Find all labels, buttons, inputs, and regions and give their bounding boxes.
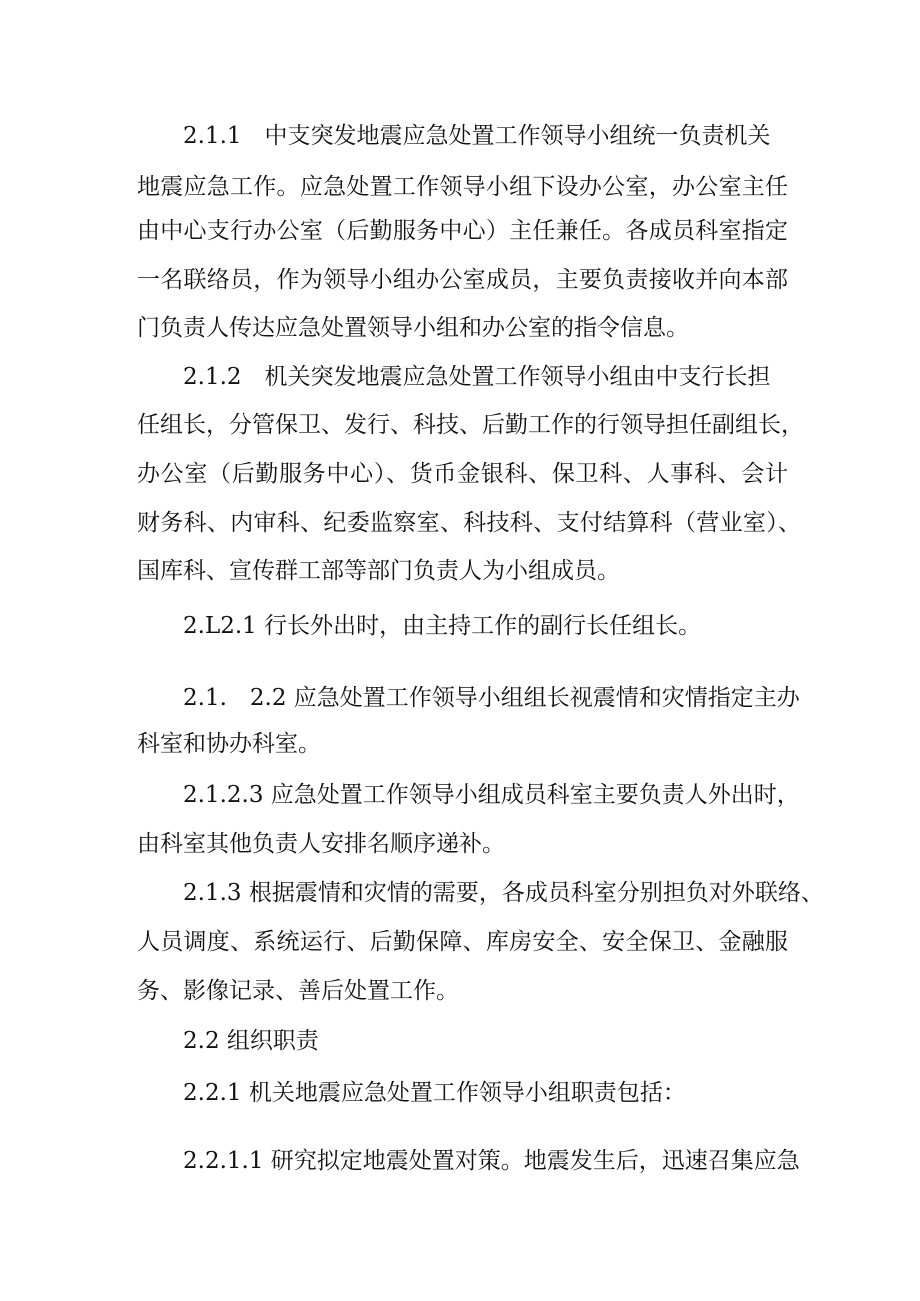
section-heading: 2.2 组织职责 bbox=[183, 1028, 319, 1054]
text-line: 由中心支行办公室（后勤服务中心）主任兼任。各成员科室指定 bbox=[137, 218, 788, 244]
text-line: 2.1.2.3 应急处置工作领导小组成员科室主要负责人外出时， bbox=[183, 782, 800, 808]
text-line: 人员调度、系统运行、后勤保障、库房安全、安全保卫、金融服 bbox=[137, 929, 788, 955]
text-line: 2.1.1 中支突发地震应急处置工作领导小组统一负责机关 bbox=[183, 123, 771, 149]
text-line: 务、影像记录、善后处置工作。 bbox=[137, 978, 459, 1004]
text-line: 2.1.3 根据震情和灾情的需要，各成员科室分别担负对外联络、 bbox=[183, 880, 824, 906]
text-line: 2.L2.1 行长外出时，由主持工作的副行长任组长。 bbox=[183, 613, 702, 639]
text-line: 一名联络员，作为领导小组办公室成员，主要负责接收并向本部 bbox=[137, 267, 788, 293]
text-line: 任组长，分管保卫、发行、科技、后勤工作的行领导担任副组长， bbox=[137, 412, 804, 438]
text-line: 2.1. 2.2 应急处置工作领导小组组长视震情和灾情指定主办 bbox=[183, 685, 800, 711]
text-line: 由科室其他负责人安排名顺序递补。 bbox=[137, 831, 505, 857]
text-line: 科室和协办科室。 bbox=[137, 731, 321, 757]
text-line: 办公室（后勤服务中心）、货币金银科、保卫科、人事科、会计 bbox=[137, 461, 788, 487]
text-line: 2.2.1 机关地震应急处置工作领导小组职责包括： bbox=[183, 1080, 686, 1106]
text-line: 国库科、宣传群工部等部门负责人为小组成员。 bbox=[137, 558, 620, 584]
text-line: 门负责人传达应急处置领导小组和办公室的指令信息。 bbox=[137, 315, 689, 341]
text-line: 2.2.1.1 研究拟定地震处置对策。地震发生后，迅速召集应急 bbox=[183, 1148, 800, 1174]
text-line: 地震应急工作。应急处置工作领导小组下设办公室，办公室主任 bbox=[137, 174, 788, 200]
text-line: 财务科、内审科、纪委监察室、科技科、支付结算科（营业室）、 bbox=[137, 510, 801, 536]
text-line: 2.1.2 机关突发地震应急处置工作领导小组由中支行长担 bbox=[183, 364, 771, 390]
